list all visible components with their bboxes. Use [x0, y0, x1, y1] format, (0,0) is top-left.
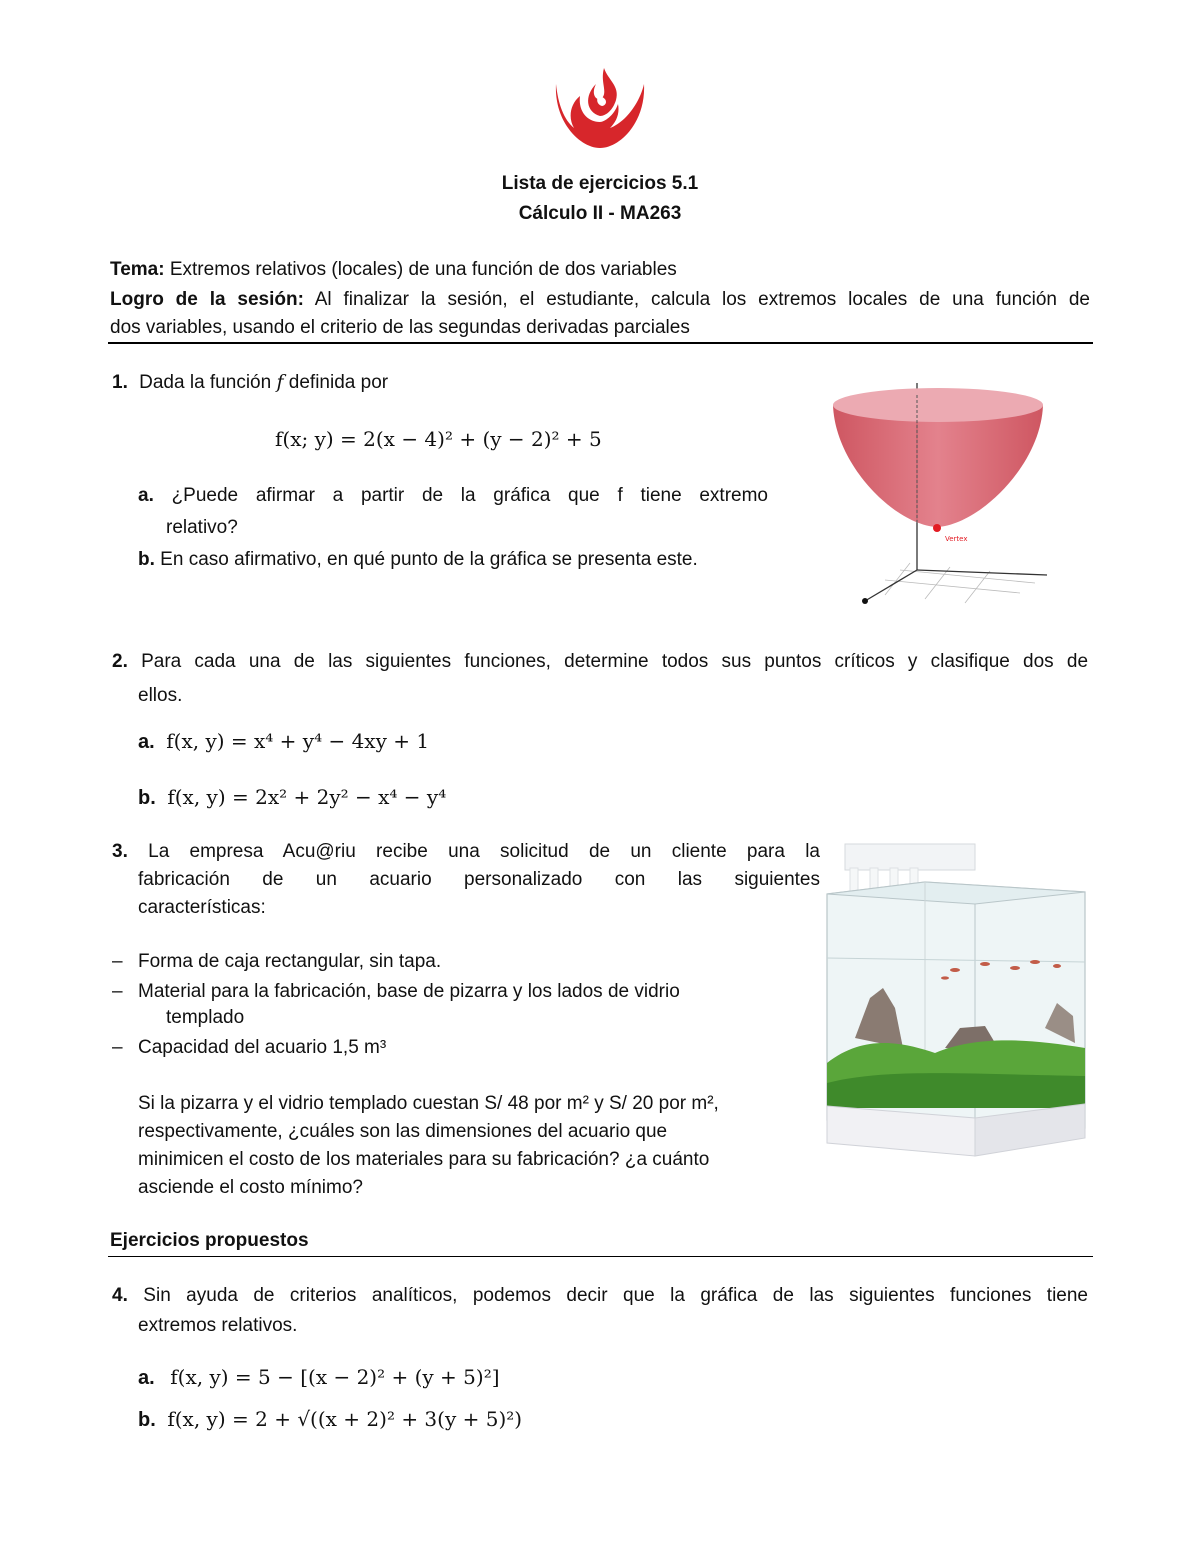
bullet-text: Material para la fabricación, base de pizarra y los lados de vidrio — [138, 981, 680, 1002]
exercise-3-text-1: La empresa Acu@riu recibe una solicitud de un cliente para la — [148, 841, 820, 862]
item-label: a. — [138, 485, 154, 506]
function-symbol: f — [276, 371, 284, 393]
question-line: respectivamente, ¿cuáles son las dimensiones del acuario que — [138, 1121, 668, 1142]
aquarium-illustration — [825, 838, 1090, 1158]
exercise-4-item-b — [138, 1404, 522, 1435]
exercise-3-question — [138, 1090, 719, 1202]
paraboloid-graph — [825, 375, 1055, 610]
paraboloid-surface — [833, 405, 1043, 527]
exercise-4-line-1 — [112, 1282, 1088, 1310]
exercise-3-statement — [112, 838, 820, 922]
item-b-text: En caso afirmativo, en qué punto de la gráfica se presenta este. — [160, 549, 698, 570]
university-logo — [550, 62, 650, 152]
item-label: a. — [138, 731, 155, 753]
item-label: a. — [138, 1367, 155, 1389]
axis-endpoint — [862, 598, 868, 604]
topic-line — [110, 256, 677, 284]
goal-label: Logro de la sesión: — [110, 289, 304, 310]
item-label: b. — [138, 1409, 156, 1431]
exercise-2-line-1 — [112, 648, 1088, 676]
item-a-formula: f(x, y) = x⁴ + y⁴ − 4xy + 1 — [166, 729, 430, 753]
question-line: asciende el costo mínimo? — [138, 1177, 363, 1198]
bullet-text: Forma de caja rectangular, sin tapa. — [138, 951, 442, 972]
exercise-1-text-b: definida por — [288, 372, 389, 393]
bullet-item: – Forma de caja rectangular, sin tapa. — [112, 951, 442, 972]
exercise-1-intro — [112, 368, 388, 397]
section-divider — [108, 342, 1093, 344]
exercise-3-text-2: fabricación de un acuario personalizado con las siguientes — [138, 869, 820, 890]
proposed-heading: Ejercicios propuestos — [110, 1230, 309, 1251]
graph-grid — [885, 563, 1035, 603]
topic-label: Tema: — [110, 259, 165, 280]
bullet-item: – Material para la fabricación, base de pizarra y los lados de vidrio — [112, 981, 680, 1002]
bullet-continuation: templado — [166, 1007, 245, 1028]
exercise-2-text-1: Para cada una de las siguientes funciones, determine todos sus puntos críticos y clasifique dos de — [141, 651, 1089, 672]
item-label: b. — [138, 787, 156, 809]
exercise-1-item-a — [138, 482, 768, 542]
item-a-formula: f(x, y) = 5 − [(x − 2)² + (y + 5)²] — [170, 1365, 500, 1389]
proposed-divider — [108, 1256, 1093, 1257]
exercise-number: 2. — [112, 651, 128, 672]
goal-line-1 — [110, 286, 1090, 314]
document-subtitle: Cálculo II - MA263 — [518, 203, 682, 224]
item-a-text-1: ¿Puede afirmar a partir de la gráfica que f tiene extremo — [171, 485, 768, 506]
paraboloid-rim — [833, 388, 1043, 422]
item-label: b. — [138, 549, 155, 570]
document-title: Lista de ejercicios 5.1 — [501, 173, 699, 194]
exercise-2-item-a — [138, 726, 429, 757]
exercise-number: 1. — [112, 372, 128, 393]
exercise-4-item-a — [138, 1362, 500, 1393]
question-line: Si la pizarra y el vidrio templado cuestan S/ 48 por m² y S/ 20 por m², — [138, 1093, 719, 1114]
exercise-3-text-3: características: — [138, 897, 266, 918]
exercise-number: 4. — [112, 1285, 128, 1306]
bullet-text: Capacidad del acuario 1,5 m³ — [138, 1037, 387, 1058]
exercise-1-text-a: Dada la función — [139, 372, 272, 393]
item-a-text-2: relativo? — [166, 517, 238, 538]
item-b-formula: f(x, y) = 2x² + 2y² − x⁴ − y⁴ — [167, 785, 447, 809]
exercise-2-line-2: ellos. — [138, 685, 183, 706]
exercise-1-item-b — [138, 546, 698, 574]
goal-text-1: Al finalizar la sesión, el estudiante, calcula los extremos locales de una función de — [314, 289, 1090, 310]
exercise-4-line-2: extremos relativos. — [138, 1315, 298, 1336]
exercise-4-text-1: Sin ayuda de criterios analíticos, podemos decir que la gráfica de las siguientes funciones tiene — [143, 1285, 1089, 1306]
exercise-3-bullets — [112, 948, 680, 1062]
topic-text: Extremos relativos (locales) de una función de dos variables — [169, 259, 677, 280]
question-line: minimicen el costo de los materiales para su fabricación? ¿a cuánto — [138, 1149, 710, 1170]
bullet-item: – Capacidad del acuario 1,5 m³ — [112, 1037, 387, 1058]
vertex-point — [933, 524, 941, 532]
goal-line-2: dos variables, usando el criterio de las segundas derivadas parciales — [110, 317, 690, 338]
exercise-2-item-b — [138, 782, 446, 813]
item-b-formula: f(x, y) = 2 + √((x + 2)² + 3(y + 5)²) — [167, 1407, 523, 1431]
vertex-label: Vertex — [945, 535, 968, 543]
exercise-number: 3. — [112, 841, 128, 862]
exercise-1-formula: f(x; y) = 2(x − 4)² + (y − 2)² + 5 — [275, 427, 602, 451]
